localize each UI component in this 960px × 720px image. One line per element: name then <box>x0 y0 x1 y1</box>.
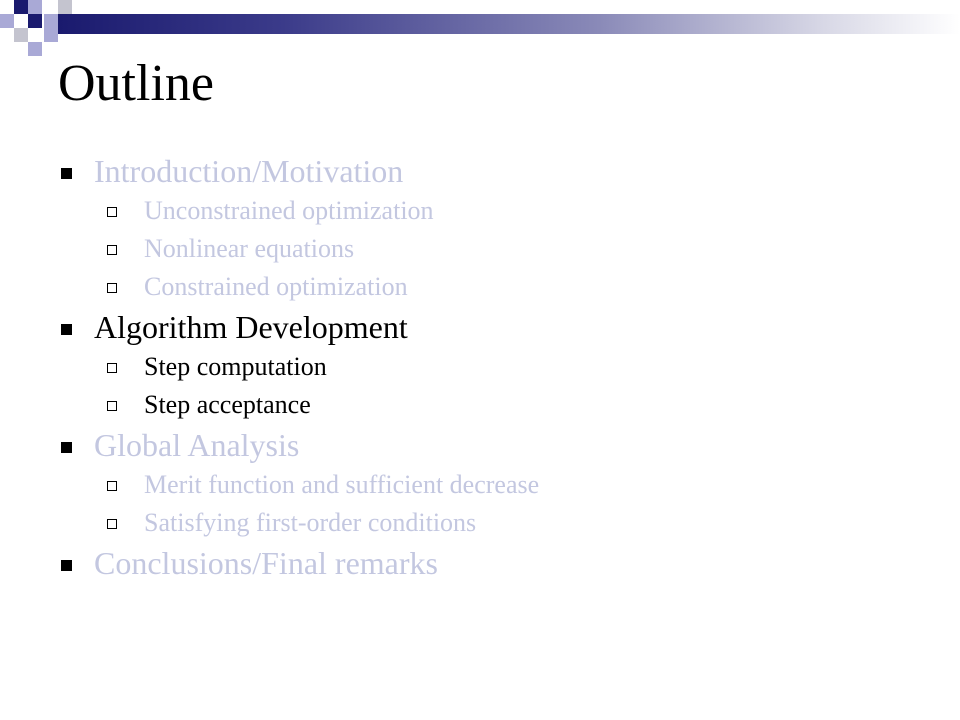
outline-subitem <box>58 386 938 424</box>
outline-item-label: Algorithm Development <box>94 309 408 345</box>
square-bullet-icon <box>61 560 72 571</box>
deco-square <box>28 14 42 28</box>
outline-item-label: Global Analysis <box>94 427 300 463</box>
outline-sublist <box>58 348 938 424</box>
deco-square <box>0 14 14 28</box>
deco-square <box>28 42 42 56</box>
outline-subitem <box>58 230 938 268</box>
deco-square <box>28 0 42 14</box>
outline-subitem-label: Merit function and sufficient decrease <box>144 470 540 499</box>
outline-section-algorithm-development <box>58 306 938 424</box>
hollow-square-bullet-icon <box>107 401 117 411</box>
outline-list <box>58 150 938 584</box>
outline-subitem-label: Satisfying first-order conditions <box>144 508 477 537</box>
outline-subitem-label: Step computation <box>144 352 327 381</box>
outline-section-introduction <box>58 150 938 306</box>
outline-sublist <box>58 192 938 306</box>
outline-item <box>58 150 938 192</box>
slide-title: Outline <box>58 55 214 112</box>
outline-subitem <box>58 192 938 230</box>
outline-section-conclusions <box>58 542 938 584</box>
outline-subitem <box>58 348 938 386</box>
square-bullet-icon <box>61 442 72 453</box>
hollow-square-bullet-icon <box>107 481 117 491</box>
outline-item <box>58 542 938 584</box>
square-bullet-icon <box>61 324 72 335</box>
deco-square <box>58 0 72 14</box>
deco-square <box>44 28 58 42</box>
deco-square <box>14 28 28 42</box>
outline-subitem-label: Unconstrained optimization <box>144 196 434 225</box>
outline-item-active <box>58 306 938 348</box>
hollow-square-bullet-icon <box>107 245 117 255</box>
deco-square <box>14 0 28 14</box>
outline-item <box>58 424 938 466</box>
outline-subitem-label: Step acceptance <box>144 390 311 419</box>
header-gradient-bar <box>58 14 960 34</box>
outline-subitem <box>58 268 938 306</box>
hollow-square-bullet-icon <box>107 207 117 217</box>
hollow-square-bullet-icon <box>107 283 117 293</box>
outline-subitem-label: Nonlinear equations <box>144 234 355 263</box>
hollow-square-bullet-icon <box>107 363 117 373</box>
hollow-square-bullet-icon <box>107 519 117 529</box>
outline-subitem-label: Constrained optimization <box>144 272 408 301</box>
square-bullet-icon <box>61 168 72 179</box>
outline-section-global-analysis <box>58 424 938 542</box>
outline-item-label: Introduction/Motivation <box>94 153 404 189</box>
deco-square <box>44 14 58 28</box>
outline-item-label: Conclusions/Final remarks <box>94 545 438 581</box>
outline-subitem <box>58 466 938 504</box>
outline-subitem <box>58 504 938 542</box>
outline-sublist <box>58 466 938 542</box>
